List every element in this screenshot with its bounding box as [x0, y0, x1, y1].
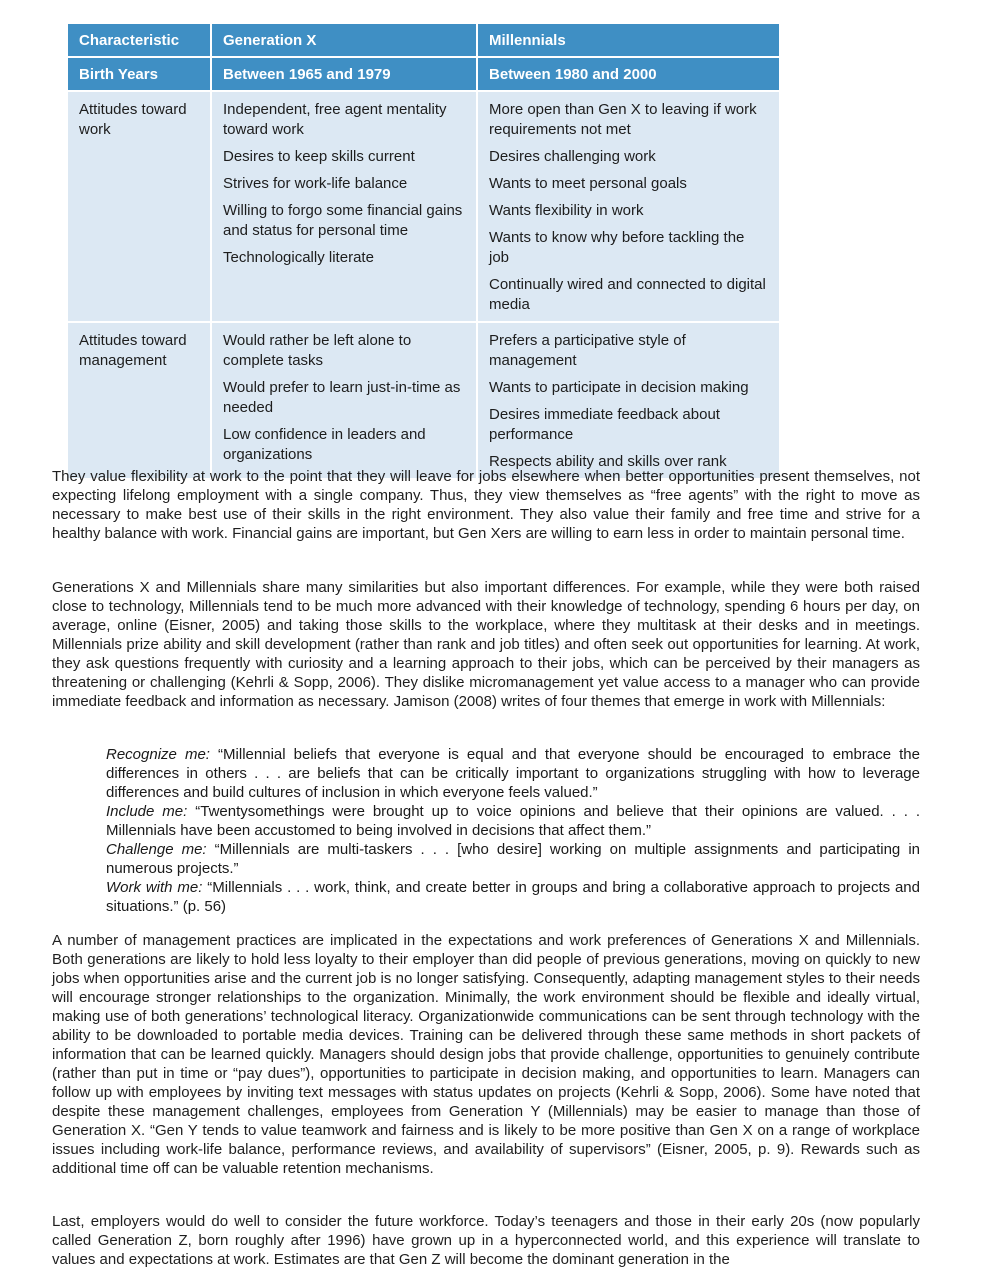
gen-x-work-cell: [211, 91, 477, 322]
list-item: Wants to meet personal goals: [489, 175, 687, 192]
list-item: Desires immediate feedback about performance: [489, 406, 720, 443]
birth-years-gen-x: Between 1965 and 1979: [211, 57, 477, 91]
list-item: Willing to forgo some financial gains and status for personal time: [223, 202, 463, 239]
list-item: Strives for work-life balance: [223, 175, 408, 192]
quote-recognize-me: [106, 745, 920, 802]
quote-label: Work with me:: [106, 879, 203, 896]
header-generation-x: Generation X: [211, 24, 477, 57]
quote-work-with-me: [106, 878, 920, 916]
paragraph-free-agents: [52, 467, 920, 543]
millennials-work-cell: [477, 91, 779, 322]
quote-label: Recognize me:: [106, 746, 210, 763]
header-characteristic: Characteristic: [68, 24, 211, 57]
row-label-management: Attitudes toward management: [68, 322, 211, 479]
paragraph-text: They value flexibility at work to the point that they will leave for jobs elsewhere when better opportunities present themselves, not expecting lifelong employment with a single company. Thus, they view themselves as “free agents” with the right to move as necessary to make best use of their skills in the right environment. They also value their family and free time and strive for a healthy balance with work. Financial gains are important, but Gen Xers are willing to earn less in order to maintain personal time.: [52, 468, 920, 542]
list-item: Wants to know why before tackling the job: [489, 229, 745, 266]
list-item: Technologically literate: [223, 249, 374, 266]
table-row: [68, 91, 779, 322]
list-item: Independent, free agent mentality toward work: [223, 101, 447, 138]
quote-text: “Millennials are multi-taskers . . . [who desire] working on multiple assignments and participating in numerous projects.”: [106, 841, 920, 877]
comparison-table: [68, 24, 779, 480]
quote-text: “Millennials . . . work, think, and create better in groups and bring a collaborative approach to projects and situations.” (p. 56): [106, 879, 920, 915]
paragraph-management-practices: [52, 931, 920, 1178]
birth-years-millennials: Between 1980 and 2000: [477, 57, 779, 91]
list-item: Desires challenging work: [489, 148, 656, 165]
list-item: Prefers a participative style of management: [489, 332, 686, 369]
list-item: Wants flexibility in work: [489, 202, 644, 219]
birth-years-row: [68, 57, 779, 91]
list-item: Low confidence in leaders and organizations: [223, 426, 426, 463]
quote-label: Challenge me:: [106, 841, 207, 858]
paragraph-text: A number of management practices are implicated in the expectations and work preferences of Generations X and Millennials. Both generations are likely to hold less loyalty to their employer than did people of previous generations, moving on quickly to new jobs when opportunities arise and the current job is no longer satisfying. Consequently, adapting management styles to their needs will encourage stronger relationships to the organization. Minimally, the work environment should be flexible and ideally virtual, making use of both generations’ technological literacy. Organizationwide communications can be sent through technology with the ability to be downloaded to portable media devices. Training can be delivered through these same methods in short packets of information that can be learned quickly. Managers should design jobs that provide challenge, opportunities to genuinely contribute (rather than put in time or “pay dues”), opportunities to participate in decision making, and opportunities to learn. Managers can follow up with employees by inviting text messages with status updates on projects (Kehrli & Sopp, 2006). Some have noted that despite these management challenges, employees from Generation Y (Millennials) may be easier to manage than those of Generation X. “Gen Y tends to value teamwork and fairness and is likely to be more positive than Gen X on a range of workplace issues including work-life balance, performance reviews, and availability of supervisors” (Eisner, 2005, p. 9). Rewards such as additional time off can be valuable retention mechanisms.: [52, 932, 920, 1177]
birth-years-label: Birth Years: [68, 57, 211, 91]
paragraph-similarities: [52, 578, 920, 711]
quote-text: “Millennial beliefs that everyone is equal and that everyone should be encouraged to embrace the differences in others . . . are beliefs that can be critically important to organizations struggling with how to leverage differences and build cultures of inclusion in which everyone feels valued.”: [106, 746, 920, 801]
list-item: Would prefer to learn just-in-time as needed: [223, 379, 461, 416]
quote-include-me: [106, 802, 920, 840]
paragraph-text: Generations X and Millennials share many similarities but also important differences. For example, while they were both raised close to technology, Millennials tend to be much more advanced with their knowledge of technology, spending 6 hours per day, on average, online (Eisner, 2005) and taking those skills to the workplace, where they multitask at their desks and in meetings. Millennials prize ability and skill development (rather than rank and job titles) and often seek out opportunities for learning. At work, they ask questions frequently with curiosity and a learning approach to their jobs, which can be perceived by their managers as threatening or challenging (Kehrli & Sopp, 2006). They dislike micromanagement yet value access to a manager who can provide immediate feedback and information as necessary. Jamison (2008) writes of four themes that emerge in work with Millennials:: [52, 579, 920, 710]
millennials-management-cell: [477, 322, 779, 479]
header-row: [68, 24, 779, 57]
gen-x-management-cell: [211, 322, 477, 479]
list-item: Respects ability and skills over rank: [489, 453, 727, 470]
list-item: Continually wired and connected to digital media: [489, 276, 766, 313]
list-item: More open than Gen X to leaving if work requirements not met: [489, 101, 757, 138]
table-row: [68, 322, 779, 479]
header-millennials: Millennials: [477, 24, 779, 57]
list-item: Wants to participate in decision making: [489, 379, 749, 396]
quote-text: “Twentysomethings were brought up to voice opinions and believe that their opinions are valued. . . . Millennials have been accustomed to being involved in decisions that affect them.”: [106, 803, 920, 839]
generations-table: [68, 24, 779, 480]
list-item: Desires to keep skills current: [223, 148, 415, 165]
paragraph-text: Last, employers would do well to consider the future workforce. Today’s teenagers and those in their early 20s (now popularly called Generation Z, born roughly after 1996) have grown up in a hyperconnected world, and this experience will translate to values and expectations at work. Estimates are that Gen Z will become the dominant generation in the: [52, 1213, 920, 1268]
list-item: Would rather be left alone to complete tasks: [223, 332, 412, 369]
row-label-work: Attitudes toward work: [68, 91, 211, 322]
block-quote: [106, 745, 920, 916]
quote-challenge-me: [106, 840, 920, 878]
quote-label: Include me:: [106, 803, 188, 820]
paragraph-future-workforce: [52, 1212, 920, 1269]
